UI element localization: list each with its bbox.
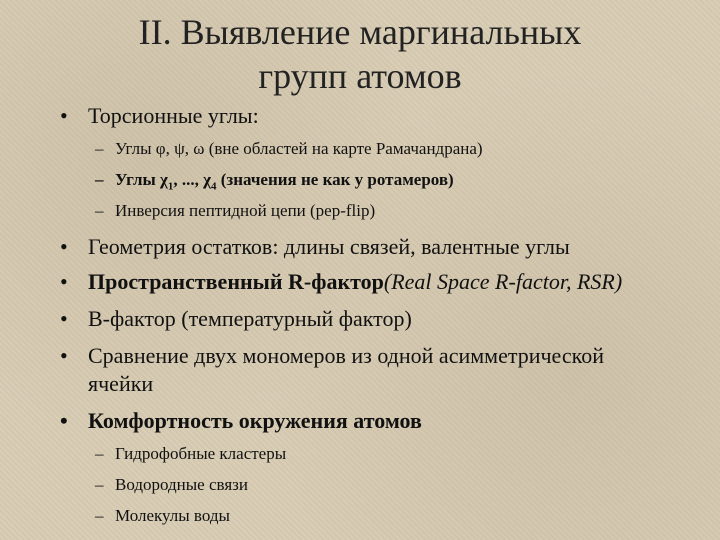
- bullet-icon: •: [60, 269, 68, 294]
- compare-line2: ячейки: [88, 371, 154, 396]
- item-text: [88, 342, 688, 398]
- item-text: Торсионные углы:: [88, 103, 259, 128]
- sub-item-text: Водородные связи: [115, 475, 248, 494]
- chi-mid: , ..., χ: [173, 170, 211, 189]
- sub-item-text: [115, 169, 454, 197]
- slide-title-line1: II. Выявление маргинальных: [138, 12, 582, 52]
- compare-line1: Сравнение двух мономеров из одной асимметрической: [88, 343, 604, 368]
- sub-item-text: Углы φ, ψ, ω (вне областей на карте Рамачандрана): [115, 139, 483, 158]
- chi-subscript-1: 1: [167, 180, 174, 193]
- item-text: [88, 268, 688, 296]
- bullet-icon: •: [60, 234, 68, 259]
- sub-item-text: Инверсия пептидной цепи (pep-flip): [115, 201, 376, 220]
- sub-item-text: Молекулы воды: [115, 506, 230, 525]
- item-text: Комфортность окружения атомов: [88, 408, 422, 433]
- chi-suffix: (значения не как у ротамеров): [216, 170, 454, 189]
- dash-icon: –: [95, 506, 104, 525]
- item-text: B-фактор (температурный фактор): [88, 306, 412, 331]
- dash-icon: –: [95, 139, 104, 158]
- bullet-icon: •: [60, 408, 68, 433]
- bullet-icon: •: [60, 103, 68, 128]
- rsr-bold-text: Пространственный R-фактор: [88, 269, 384, 294]
- bullet-icon: •: [60, 306, 68, 331]
- slide-title-line2: групп атомов: [258, 56, 462, 96]
- rsr-italic-text: (Real Space R-factor, RSR): [383, 269, 623, 294]
- dash-icon: –: [95, 201, 104, 220]
- chi-prefix: Углы χ: [115, 170, 168, 189]
- dash-icon: –: [95, 475, 104, 494]
- bullet-icon: •: [60, 343, 68, 368]
- item-text: Геометрия остатков: длины связей, валентные углы: [88, 234, 570, 259]
- dash-icon: –: [95, 444, 104, 463]
- dash-icon: –: [95, 170, 104, 189]
- chi-subscript-4: 4: [210, 180, 217, 193]
- sub-item-text: Гидрофобные кластеры: [115, 444, 287, 463]
